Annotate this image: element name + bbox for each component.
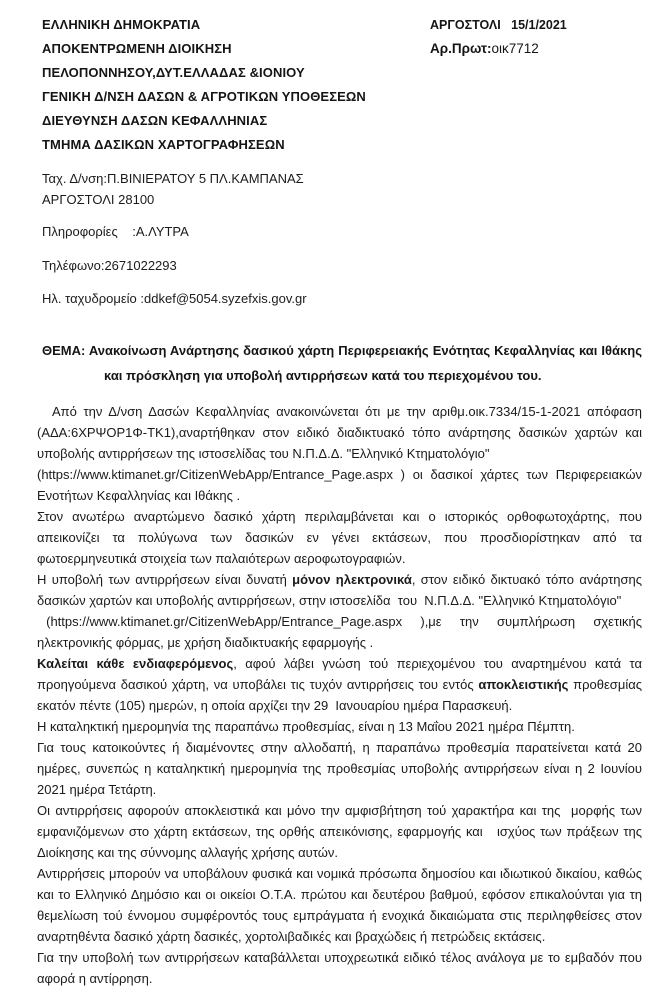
agency-line-region: ΠΕΛΟΠΟΝΝΗΣΟΥ,ΔΥΤ.ΕΛΛΑΔΑΣ &ΙΟΝΙΟΥ xyxy=(42,65,305,80)
phone-value: 2671022293 xyxy=(104,258,177,273)
phone-label: Τηλέφωνο: xyxy=(42,258,105,273)
body-text: Η υποβολή των αντιρρήσεων είναι δυνατή xyxy=(37,572,293,587)
agency-line-republic: ΕΛΛΗΝΙΚΗ ΔΗΜΟΚΡΑΤΙΑ xyxy=(42,17,201,32)
body-text: (https://www.ktimanet.gr/CitizenWebApp/Entrance_Page.aspx ),με την συμπλήρωση σχετικής ηλεκτρονικής φόρμας, με χρήση διαδικτυακής εφαρμογής . xyxy=(37,614,646,650)
protocol-value: οικ7712 xyxy=(491,41,539,56)
protocol-number xyxy=(430,37,652,61)
body-text: , στον ειδικό δικτυακό τόπο ανάρτησης δασικών χαρτών και υποβολής αντιρρήσεων, στην ιστοσελίδα του Ν.Π.Δ.Δ. "Ελληνικό Κτηματολόγιο" xyxy=(37,572,646,608)
agency-line-administration: ΑΠΟΚΕΝΤΡΩΜΕΝΗ ΔΙΟΙΚΗΣΗ xyxy=(42,41,232,56)
body-paragraph xyxy=(37,653,646,716)
information-label: Πληροφορίες : xyxy=(42,224,136,239)
body-text: (https://www.ktimanet.gr/CitizenWebApp/Entrance_Page.aspx ) οι δασικοί χάρτες των Περιφερειακών Ενοτήτων Κεφαλληνίας και Ιθάκης . xyxy=(37,467,646,503)
subject-line xyxy=(42,338,646,388)
postal-address-line2: ΑΡΓΟΣΤΟΛΙ 28100 xyxy=(42,192,155,207)
body-text: Για τους κατοικούντες ή διαμένοντες στην αλλοδαπή, η παραπάνω προθεσμία παρατείνεται κατά 20 ημέρες, συνεπώς η καταληκτική ημερομηνία της προθεσμίας υποβολής αντιρρήσεων είναι η 2 Ιουνίου 2021 ημέρα Τετάρτη. xyxy=(37,740,646,797)
email-value: ddkef@5054.syzefxis.gov.gr xyxy=(144,291,307,306)
body-paragraph xyxy=(37,947,646,989)
email-label: Ηλ. ταχυδρομείο : xyxy=(42,291,145,306)
agency-header xyxy=(42,13,430,157)
body-paragraph xyxy=(37,506,646,569)
body-paragraph xyxy=(37,863,646,947)
emphasized-text: μόνον ηλεκτρονικά xyxy=(292,572,412,587)
body-paragraph xyxy=(37,401,646,506)
email-contact xyxy=(42,288,672,309)
body-text: Στον ανωτέρω αναρτώμενο δασικό χάρτη περιλαμβάνεται και ο ιστορικός ορθοφωτοχάρτης, που απεικονίζει τα πολύγωνα των δασικών εν γένει εκτάσεων, που προσδιορίστηκαν από τα φωτοερμηνευτικά στοιχεία των παλαιότερων αεροφωτογραφιών. xyxy=(37,509,646,566)
information-value: Α.ΛΥΤΡΑ xyxy=(135,224,189,239)
phone-contact xyxy=(42,255,672,276)
agency-line-department: ΤΜΗΜΑ ΔΑΣΙΚΩΝ ΧΑΡΤΟΓΡΑΦΗΣΕΩΝ xyxy=(42,137,285,152)
protocol-label: Αρ.Πρωτ: xyxy=(430,41,492,56)
place-and-date: ΑΡΓΟΣΤΟΛΙ 15/1/2021 xyxy=(430,18,567,32)
body-text: Από την Δ/νση Δασών Κεφαλληνίας ανακοινώνεται ότι με την αριθμ.οικ.7334/15-1-2021 απόφαση (ΑΔΑ:6ΧΡΨΟΡ1Φ-ΤΚ1),αναρτήθηκαν στον ειδικό διαδικτυακό τόπο ανάρτησης δασικών χαρτών και υποβολής αντιρρήσεων της ιστοσελίδας του Ν.Π.Δ.Δ. "Ελληνικό Κτηματολόγιο" xyxy=(37,404,646,461)
information-contact xyxy=(42,221,672,242)
body-paragraph xyxy=(37,716,642,737)
body-text: Για την υποβολή των αντιρρήσεων καταβάλλεται υποχρεωτικά ειδικό τέλος ανάλογα με το εμβαδόν που αφορά η αντίρρηση. xyxy=(37,950,646,986)
body-text: Οι αντιρρήσεις αφορούν αποκλειστικά και μόνο την αμφισβήτηση τού χαρακτήρα και της μορφής των εμφανιζόμενων στο χάρτη εκτάσεων, της ορθής απεικόνισης, εφαρμογής και ισχύος των πράξεων της Διοίκησης και της σύννομης αλλαγής χρήσης αυτών. xyxy=(37,803,646,860)
document-body xyxy=(0,401,672,989)
body-text: Αντιρρήσεις μπορούν να υποβάλουν φυσικά και νομικά πρόσωπα δημοσίου και ιδιωτικού δικαίου, καθώς και το Ελληνικό Δημόσιο και οι οικείοι Ο.Τ.Α. πρώτου και δευτέρου βαθμού, εφόσον επικαλούνται για τη θεμελίωση τού έννομου συμφέροντός τους εμπράγματα ή ενοχικά δικαιώματα στις περιληφθείσες στον αναρτηθέντα δασικό χάρτη δασικές, χορτολιβαδικές και βραχώδεις ή πετρώδεις εκτάσεις. xyxy=(37,866,646,944)
emphasized-text: αποκλειστικής xyxy=(478,677,569,692)
postal-address-line1: Ταχ. Δ/νση:Π.ΒΙΝΙΕΡΑΤΟΥ 5 ΠΛ.ΚΑΜΠΑΝΑΣ xyxy=(42,171,304,186)
agency-line-directorate-general: ΓΕΝΙΚΗ Δ/ΝΣΗ ΔΑΣΩΝ & ΑΓΡΟΤΙΚΩΝ ΥΠΟΘΕΣΕΩΝ xyxy=(42,89,366,104)
date-protocol-block xyxy=(430,13,652,157)
subject-text: Ανακοίνωση Ανάρτησης δασικού χάρτη Περιφερειακής Ενότητας Κεφαλληνίας και Ιθάκης και πρόσκληση για υποβολή αντιρρήσεων κατά του περιεχομένου του. xyxy=(88,343,646,383)
contact-block xyxy=(0,168,672,309)
body-paragraph xyxy=(37,737,646,800)
body-paragraph xyxy=(37,800,646,863)
body-text: , αφού λάβει γνώση τού περιεχομένου του αναρτημένου κατά τα προηγούμενα δασικού χάρτη, να υποβάλει τις τυχόν αντιρρήσεις του εντός xyxy=(37,656,646,692)
letterhead xyxy=(0,13,672,157)
agency-line-directorate: ΔΙΕΥΘΥΝΣΗ ΔΑΣΩΝ ΚΕΦΑΛΛΗΝΙΑΣ xyxy=(42,113,268,128)
body-paragraph xyxy=(37,569,646,653)
subject-label: ΘΕΜΑ: xyxy=(42,343,89,358)
emphasized-text: Καλείται κάθε ενδιαφερόμενος xyxy=(37,656,234,671)
body-text: προθεσμίας εκατόν πέντε (105) ημερών, η οποία αρχίζει την 29 Ιανουαρίου ημέρα Παρασκευή. xyxy=(37,677,646,713)
body-text: Η καταληκτική ημερομηνία της παραπάνω προθεσμίας, είναι η 13 Μαΐου 2021 ημέρα Πέμπτη. xyxy=(37,719,575,734)
